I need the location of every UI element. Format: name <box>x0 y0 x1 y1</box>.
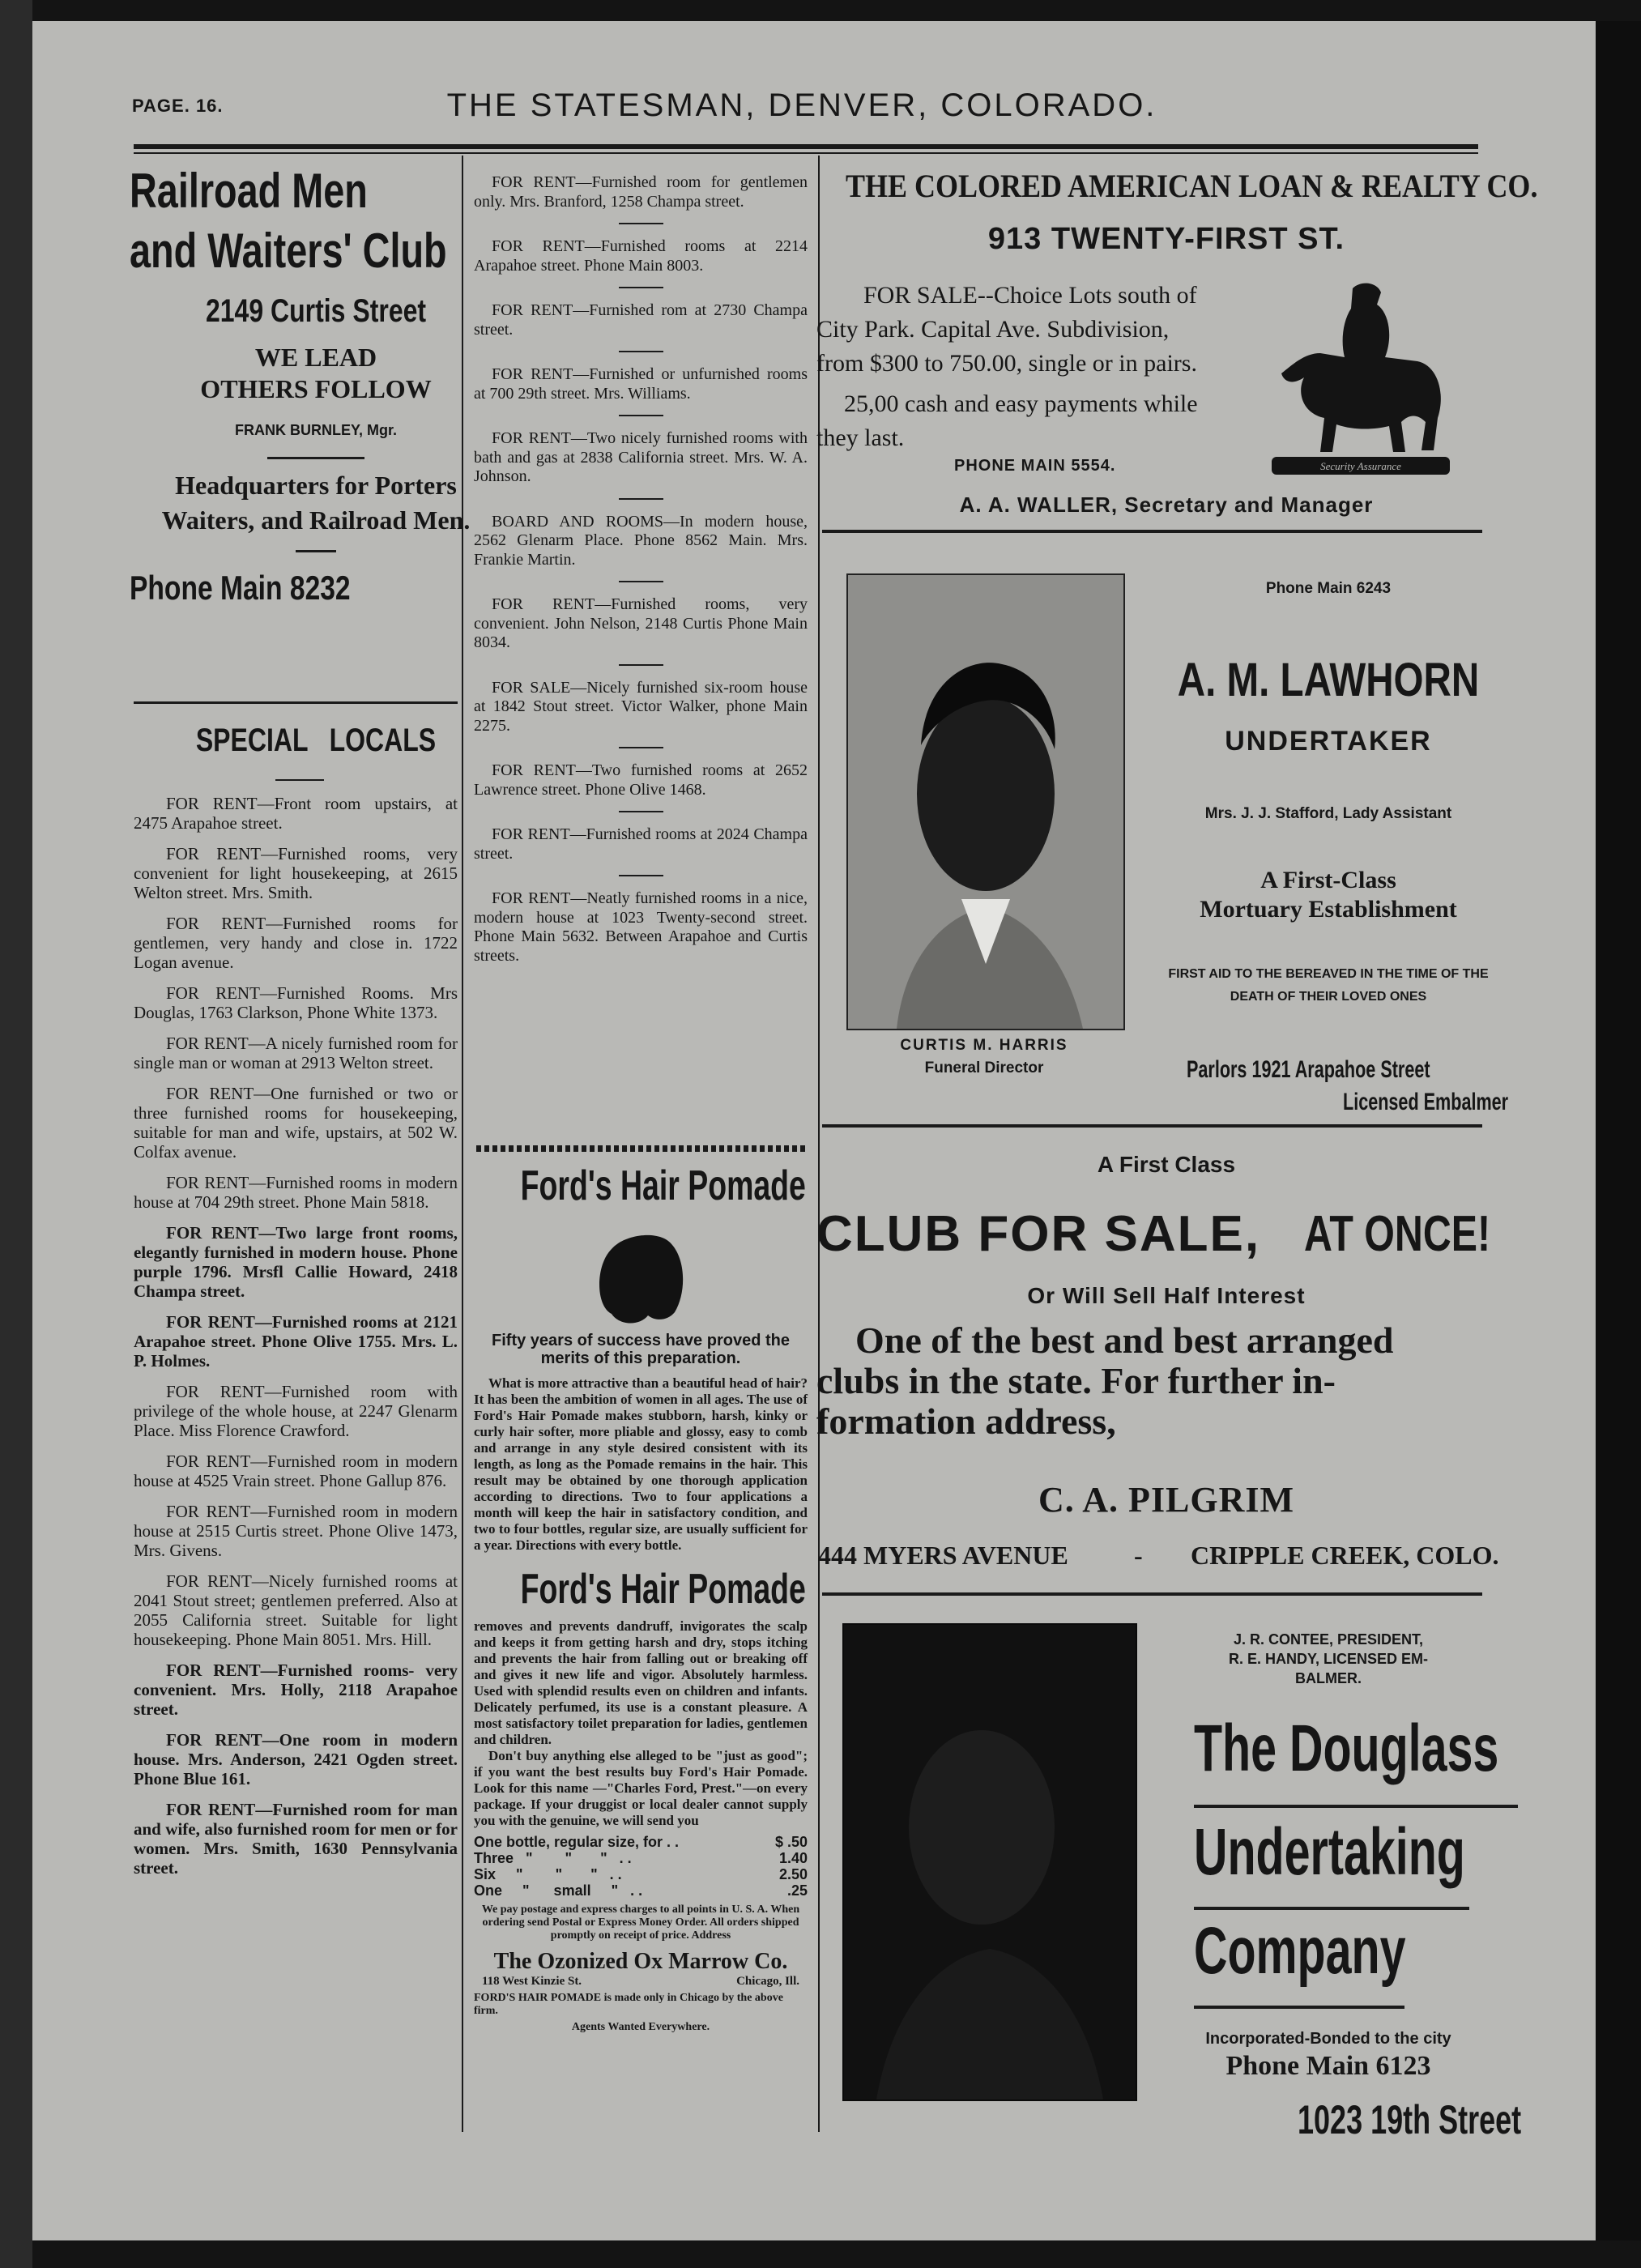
price-label: One " small " . . <box>474 1882 643 1899</box>
club-sale-body <box>816 1320 1529 1442</box>
lawhorn-assistant: Mrs. J. J. Stafford, Lady Assistant <box>1204 805 1452 822</box>
lawhorn-phone: Phone Main 6243 <box>1265 580 1392 597</box>
classified-item: FOR RENT—Furnished rooms, very convenient. John Nelson, 2148 Curtis Phone Main 8034. <box>474 595 808 651</box>
club-sale-title: CLUB FOR SALE, <box>816 1206 1261 1262</box>
classified-item: FOR RENT—Furnished rooms at 2024 Champa street. <box>474 825 808 863</box>
price-value: .25 <box>786 1882 808 1899</box>
douglass-portrait-icon <box>844 1625 1136 2100</box>
classified-item: FOR RENT—Furnished room for gentlemen only. Mrs. Branford, 1258 Champa street. <box>474 173 808 211</box>
special-local-item: FOR RENT—Furnished rooms at 2121 Arapahoe street. Phone Olive 1755. Mrs. L. P. Holmes. <box>134 1312 458 1371</box>
lawhorn-name: A. M. LAWHORN <box>1177 654 1480 706</box>
special-local-item: FOR RENT—Furnished rooms in modern house at 704 29th street. Phone Main 5818. <box>134 1173 458 1212</box>
page-number: PAGE. 16. <box>132 96 224 116</box>
classified-separator <box>619 415 663 416</box>
club-sale-pre: A First Class <box>1097 1152 1236 1177</box>
club-sale-street: 444 MYERS AVENUE <box>818 1541 1068 1570</box>
classified-separator <box>619 581 663 582</box>
classified-separator <box>619 223 663 224</box>
pomade-footer: FORD'S HAIR POMADE is made only in Chicago by the above firm. <box>474 1992 783 2017</box>
realty-secretary: A. A. WALLER, Secretary and Manager <box>959 492 1374 517</box>
realty-body <box>816 279 1319 455</box>
douglass-underline-1 <box>1194 1805 1518 1808</box>
club-hq-1: Headquarters for Porters <box>175 471 457 500</box>
price-row <box>474 1834 808 1850</box>
special-local-item: FOR RENT—A nicely furnished room for single man or woman at 2913 Welton street. <box>134 1034 458 1072</box>
classified-item: FOR RENT—Furnished or unfurnished rooms at 700 29th street. Mrs. Williams. <box>474 365 808 403</box>
pomade-body-2 <box>474 1618 808 1829</box>
special-locals-rule <box>275 779 324 781</box>
special-local-item: FOR RENT—Furnished rooms- very convenient. Mrs. Holly, 2118 Arapahoe street. <box>134 1660 458 1719</box>
portrait-caption-name: CURTIS M. HARRIS <box>900 1037 1068 1054</box>
left-rule <box>134 701 458 704</box>
classifieds-list <box>474 173 808 966</box>
pomade-tagline: Fifty years of success have proved the merits of this preparation. <box>492 1332 790 1367</box>
hair-silhouette-icon <box>474 1217 808 1330</box>
classified-item: FOR RENT—Neatly furnished rooms in a nice, modern house at 1023 Twenty-second street. Phone Main 5632. Between Arapahoe and Curtis streets. <box>474 889 808 965</box>
classified-item: FOR RENT—Furnished rom at 2730 Champa street. <box>474 301 808 339</box>
price-row <box>474 1882 808 1899</box>
douglass-officers-2: R. E. HANDY, LICENSED EM- <box>1228 1651 1429 1667</box>
club-title-line1: Railroad Men <box>130 164 368 218</box>
page-shadow <box>0 0 32 2268</box>
special-local-item: FOR RENT—One room in modern house. Mrs. Anderson, 2421 Ogden street. Phone Blue 161. <box>134 1730 458 1788</box>
lawhorn-tag-1: A First-Class <box>1260 867 1396 893</box>
pomade-company-address: 118 West Kinzie St. <box>482 1975 582 1988</box>
price-row <box>474 1850 808 1866</box>
realty-body-2-l1: 25,00 cash and easy payments while <box>844 390 1198 417</box>
lawhorn-tag-2: Mortuary Establishment <box>1200 896 1457 923</box>
douglass-officers-3: BALMER. <box>1295 1670 1362 1686</box>
harris-portrait <box>846 573 1125 1030</box>
realty-name: THE COLORED AMERICAN LOAN & REALTY CO. <box>846 168 1538 204</box>
classified-separator <box>619 498 663 500</box>
lawhorn-role: UNDERTAKER <box>1225 726 1432 757</box>
pomade-title-2: Ford's Hair Pomade <box>520 1566 806 1613</box>
lawhorn-first-1: FIRST AID TO THE BEREAVED IN THE TIME OF THE <box>1168 967 1489 981</box>
special-local-item: FOR RENT—Furnished rooms, very convenient for light housekeeping, at 2615 Welton street. Mrs. Smith. <box>134 844 458 902</box>
douglass-photo <box>842 1623 1137 2101</box>
douglass-address: 1023 19th Street <box>1298 2097 1522 2142</box>
realty-logo-caption: Security Assurance <box>1320 460 1401 472</box>
lawhorn-licensed: Licensed Embalmer <box>1343 1089 1509 1115</box>
club-manager: FRANK BURNLEY, Mgr. <box>234 422 397 438</box>
special-local-item: FOR RENT—Furnished room in modern house at 2515 Curtis street. Phone Olive 1473, Mrs. Givens. <box>134 1502 458 1560</box>
realty-body-1-l1: FOR SALE--Choice Lots south of <box>863 282 1197 309</box>
club-title-line2: and Waiters' Club <box>130 224 447 278</box>
club-sale-name: C. A. PILGRIM <box>1038 1480 1295 1520</box>
club-sale-dash: - <box>1134 1541 1143 1570</box>
realty-body-1-l2: City Park. Capital Ave. Subdivision, <box>816 316 1170 343</box>
price-row <box>474 1866 808 1882</box>
douglass-name-1: The Douglass <box>1194 1712 1499 1785</box>
newspaper-page <box>32 21 1596 2240</box>
club-hq-2: Waiters, and Railroad Men. <box>161 505 471 535</box>
douglass-name-3: Company <box>1194 1914 1406 1988</box>
pomade-title: Ford's Hair Pomade <box>520 1162 806 1209</box>
club-slogan-2: OTHERS FOLLOW <box>200 374 432 403</box>
special-local-item: FOR RENT—Furnished room for man and wife, also furnished room for men or for women. Mrs. Smith, 1630 Pennsylvania street. <box>134 1800 458 1878</box>
pomade-price-list <box>474 1834 808 1899</box>
price-label: Three " " " . . <box>474 1850 632 1866</box>
special-local-item: FOR RENT—Furnished room with privilege of the whole house, at 2247 Glenarm Place. Miss Florence Crawford. <box>134 1382 458 1440</box>
horse-rider-logo-icon <box>1255 264 1466 483</box>
realty-body-2-l2: they last. <box>816 424 905 451</box>
price-value: 1.40 <box>778 1850 808 1866</box>
club-sale-title-tail: AT ONCE! <box>1304 1206 1491 1262</box>
classified-separator <box>619 664 663 666</box>
club-slogan-1: WE LEAD <box>254 343 377 372</box>
special-locals-heading: SPECIAL LOCALS <box>195 723 437 758</box>
header-rule-thin <box>134 152 1478 154</box>
realty-body-1-l3: from $300 to 750.00, single or in pairs. <box>816 350 1197 377</box>
pomade-company: The Ozonized Ox Marrow Co. <box>493 1949 788 1974</box>
lawhorn-parlors: Parlors 1921 Arapahoe Street <box>1187 1056 1430 1083</box>
classified-item: FOR RENT—Two furnished rooms at 2652 Lawrence street. Phone Olive 1468. <box>474 761 808 799</box>
pomade-agents: Agents Wanted Everywhere. <box>571 2021 710 2033</box>
special-local-item: FOR RENT—Nicely furnished rooms at 2041 Stout street; gentlemen preferred. Also at 2055 California street. Suitable for light housekeeping. Phone Main 8051. Mrs. Hill. <box>134 1571 458 1649</box>
special-local-item: FOR RENT—Front room upstairs, at 2475 Arapahoe street. <box>134 794 458 833</box>
club-address: 2149 Curtis Street <box>205 293 427 329</box>
realty-rule <box>822 530 1482 533</box>
special-local-item: FOR RENT—Furnished rooms for gentlemen, very handy and close in. 1722 Logan avenue. <box>134 914 458 972</box>
header-rule <box>134 144 1478 149</box>
special-local-item: FOR RENT—Furnished Rooms. Mrs Douglas, 1763 Clarkson, Phone White 1373. <box>134 983 458 1022</box>
pomade-postage: We pay postage and express charges to all points in U. S. A. When ordering send Postal or Express Money Order. All orders shipped promptly on receipt of price. Address <box>481 1904 800 1942</box>
railroad-club-ad <box>130 164 502 608</box>
pomade-body-3-text: Don't buy anything else alleged to be "just as good"; if you want the best results buy Ford's Hair Pomade. Look for this name —"Charles Ford, Prest."—on every package. If your druggist or local dealer cannot supply you with the genuine, we will send you <box>474 1748 808 1828</box>
club-sale-rule <box>822 1592 1482 1596</box>
club-sale-body-l3: formation address, <box>816 1400 1116 1442</box>
classified-separator <box>619 351 663 352</box>
pomade-body-2-text: removes and prevents dandruff, invigorates the scalp and keeps it from getting harsh and dry, stops itching and prevents the hair from falling out or breaking off and gives it new life and vigor. Absolutely harmless. Used with splendid results even on children and infants. Delicately perfumed, its use is a constant pleasure. A most satisfactory toilet preparation for ladies, gentlemen and children. <box>474 1618 808 1747</box>
portrait-photo-icon <box>848 575 1123 1029</box>
realty-phone: PHONE MAIN 5554. <box>954 457 1116 475</box>
classified-separator <box>619 747 663 748</box>
masthead: THE STATESMAN, DENVER, COLORADO. <box>446 87 1157 123</box>
classified-item: BOARD AND ROOMS—In modern house, 2562 Glenarm Place. Phone 8562 Main. Mrs. Frankie Martin. <box>474 512 808 569</box>
douglass-name-2: Undertaking <box>1194 1815 1465 1889</box>
classified-separator <box>619 287 663 288</box>
special-local-item: FOR RENT—Furnished room in modern house at 4525 Vrain street. Phone Gallup 876. <box>134 1452 458 1490</box>
realty-address: 913 TWENTY-FIRST ST. <box>987 222 1345 256</box>
pomade-company-city: Chicago, Ill. <box>736 1975 799 1988</box>
douglass-phone: Phone Main 6123 <box>1225 2051 1431 2081</box>
special-local-item: FOR RENT—One furnished or two or three furnished rooms for housekeeping, suitable for man and wife, upstairs, at 502 W. Colfax avenue. <box>134 1084 458 1162</box>
douglass-underline-3 <box>1194 2006 1404 2009</box>
pomade-body-1-text: What is more attractive than a beautiful head of hair? It has been the ambition of women in all ages. The use of Ford's Hair Pomade makes stubborn, harsh, kinky or curly hair softer, more pliable and glossy, easy to comb and arrange in any style desired consistent with its length, as long as the Pomade remains in the hair. This result may be obtained by one thorough application according to directions. Two to four applications a month will keep the hair in satisfactory condition, and two to four bottles, regular size, are usually sufficient for a year. Directions with every bottle. <box>474 1375 808 1553</box>
classified-item: FOR RENT—Furnished rooms at 2214 Arapahoe street. Phone Main 8003. <box>474 237 808 275</box>
classified-separator <box>619 811 663 812</box>
douglass-underline-2 <box>1194 1907 1469 1910</box>
price-value: 2.50 <box>778 1866 808 1882</box>
special-local-item: FOR RENT—Two large front rooms, elegantly furnished in modern house. Phone purple 1796. Mrsfl Callie Howard, 2418 Champa street. <box>134 1223 458 1301</box>
portrait-caption-title: Funeral Director <box>924 1059 1044 1076</box>
funeral-rule <box>822 1124 1482 1128</box>
pomade-border <box>476 1145 808 1152</box>
club-rule <box>267 457 364 459</box>
right-margin-scan <box>1596 21 1641 2240</box>
classified-item: FOR RENT—Two nicely furnished rooms with bath and gas at 2838 California street. Mrs. W. A. Johnson. <box>474 429 808 485</box>
douglass-bonded: Incorporated-Bonded to the city <box>1205 2030 1451 2048</box>
club-phone: Phone Main 8232 <box>130 569 351 607</box>
special-locals-list <box>134 794 458 1889</box>
price-label: One bottle, regular size, for . . <box>474 1834 680 1850</box>
classified-separator <box>619 875 663 876</box>
price-label: Six " " " . . <box>474 1866 622 1882</box>
pomade-body-1 <box>474 1375 808 1554</box>
club-sale-sub: Or Will Sell Half Interest <box>1027 1283 1306 1308</box>
lawhorn-first-2: DEATH OF THEIR LOVED ONES <box>1230 990 1427 1004</box>
douglass-officers-1: J. R. CONTEE, PRESIDENT, <box>1233 1631 1424 1648</box>
club-sale-city: CRIPPLE CREEK, COLO. <box>1191 1541 1499 1570</box>
club-sale-body-l2: clubs in the state. For further in- <box>816 1360 1336 1401</box>
pomade-ad <box>474 1162 808 2034</box>
club-rule-2 <box>296 550 336 552</box>
club-sale-body-l1: One of the best and best arranged <box>855 1319 1394 1361</box>
price-value: $ .50 <box>774 1834 808 1850</box>
classified-item: FOR SALE—Nicely furnished six-room house at 1842 Stout street. Victor Walker, phone Main 2275. <box>474 678 808 735</box>
